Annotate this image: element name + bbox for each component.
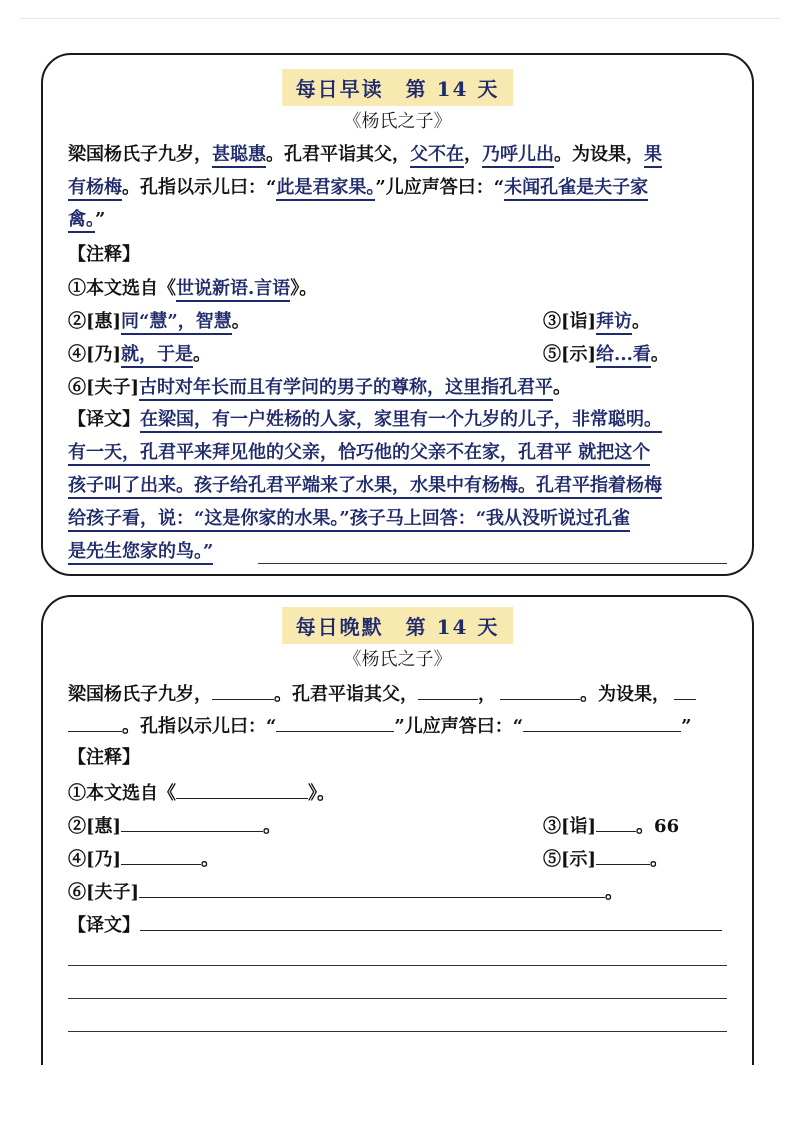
- note-text: 。66: [636, 816, 680, 837]
- morning-reading-card: [41, 53, 754, 576]
- text-segment: ”: [681, 716, 692, 737]
- note-text: ①本文选自《: [68, 783, 176, 804]
- fill-blank[interactable]: [176, 780, 308, 799]
- text-segment: ”儿应声答曰：“: [375, 177, 505, 198]
- answer-segment: 有杨梅: [68, 177, 122, 201]
- morning-translation-line-1: [68, 408, 727, 432]
- morning-trailing-rule: [258, 563, 727, 564]
- fill-blank[interactable]: [121, 846, 201, 865]
- morning-title-text: 每日早读: [295, 77, 384, 101]
- note-text: 。: [632, 311, 651, 332]
- evening-note-5: [543, 846, 668, 872]
- evening-note-1: [68, 780, 727, 806]
- text-segment: 。孔指以示儿曰：“: [122, 716, 277, 737]
- fill-blank[interactable]: [674, 681, 696, 700]
- note-answer: 世说新语.言语: [176, 278, 290, 302]
- note-answer: 同“慧”，智慧: [121, 311, 232, 335]
- morning-text-line-3: [68, 208, 727, 232]
- morning-note-5: [543, 343, 669, 367]
- evening-answer-line-3[interactable]: [68, 998, 727, 999]
- page-top-divider: [20, 18, 780, 19]
- note-answer: 给...看: [596, 344, 651, 368]
- answer-segment: 未闻孔雀是夫子家: [504, 177, 648, 201]
- note-text: ③[诣]: [543, 311, 597, 332]
- morning-translation-line-5: [68, 540, 727, 564]
- morning-translation-line-3: [68, 474, 727, 498]
- fill-blank[interactable]: [140, 912, 722, 931]
- answer-segment: 此是君家果。: [276, 177, 375, 201]
- note-text: 。: [201, 849, 220, 870]
- note-answer: 就，于是: [121, 344, 193, 368]
- note-text: ①本文选自《: [68, 278, 176, 299]
- note-text: 。: [263, 816, 282, 837]
- morning-note-row-2: [68, 310, 727, 334]
- morning-subtitle: 《杨氏之子》: [343, 111, 452, 132]
- answer-segment: 甚聪惠: [212, 144, 266, 168]
- morning-day-text: 第 14 天: [405, 77, 500, 101]
- evening-translation-line-1: [68, 912, 727, 938]
- translation-text: 是先生您家的鸟。”: [68, 541, 213, 565]
- evening-answer-line-4[interactable]: [68, 1031, 727, 1032]
- evening-note-row-3: [68, 846, 727, 872]
- fill-blank[interactable]: [596, 813, 636, 832]
- fill-blank[interactable]: [121, 813, 263, 832]
- evening-title-text: 每日晚默: [295, 615, 384, 639]
- fill-blank[interactable]: [596, 846, 650, 865]
- note-text: ③[诣]: [543, 816, 597, 837]
- morning-text-line-2: [68, 176, 727, 200]
- morning-title: [282, 69, 514, 106]
- note-text: ⑥[夫子]: [68, 377, 140, 398]
- translation-text: 在梁国，有一户姓杨的人家，家里有一个九岁的儿子，非常聪明。: [140, 409, 662, 433]
- note-text: 。: [553, 377, 572, 398]
- note-text: 。: [193, 344, 212, 365]
- note-text: ④[乃]: [68, 849, 122, 870]
- note-text: ②[惠]: [68, 816, 122, 837]
- note-text: 。: [650, 344, 669, 365]
- translation-text: 有一天，孔君平来拜见他的父亲，恰巧他的父亲不在家，孔君平 就把这个: [68, 442, 650, 466]
- morning-text-line-1: [68, 143, 727, 167]
- text-segment: ，: [464, 144, 482, 165]
- fill-blank[interactable]: [523, 713, 681, 732]
- text-segment: ，: [478, 684, 496, 705]
- evening-answer-line-2[interactable]: [68, 965, 727, 966]
- translation-text: 孩子叫了出来。孩子给孔君平端来了水果，水果中有杨梅。孔君平指着杨梅: [68, 475, 662, 499]
- evening-title: [282, 607, 514, 644]
- text-segment: 梁国杨氏子九岁，: [68, 684, 212, 705]
- text-segment: 。孔君平诣其父，: [274, 684, 418, 705]
- evening-day-text: 第 14 天: [405, 615, 500, 639]
- fill-blank[interactable]: [212, 681, 274, 700]
- note-answer: 拜访: [596, 311, 632, 335]
- note-text: ⑥[夫子]: [68, 882, 140, 903]
- evening-text-line-1: [68, 681, 727, 707]
- morning-translation-line-4: [68, 507, 727, 531]
- morning-note-row-3: [68, 343, 727, 367]
- fill-blank[interactable]: [68, 713, 122, 732]
- text-segment: 梁国杨氏子九岁，: [68, 144, 212, 165]
- evening-text-line-2: [68, 713, 727, 739]
- note-text: ⑤[示]: [543, 849, 597, 870]
- note-text: 。: [231, 311, 250, 332]
- morning-note-6: [68, 376, 727, 400]
- answer-segment: 果: [644, 144, 662, 168]
- note-text: 》。: [308, 783, 335, 804]
- morning-note-3: [543, 310, 650, 334]
- evening-note-6: [68, 879, 727, 905]
- translation-label: 【译文】: [68, 409, 140, 430]
- answer-segment: 乃呼儿出: [482, 144, 554, 168]
- fill-blank[interactable]: [139, 879, 605, 898]
- note-answer: 古时对年长而且有学问的男子的尊称，这里指孔君平: [139, 377, 553, 401]
- text-segment: 。为设果，: [580, 684, 670, 705]
- evening-notes-label: 【注释】: [68, 747, 140, 768]
- fill-blank[interactable]: [418, 681, 478, 700]
- morning-notes-label: 【注释】: [68, 244, 140, 265]
- note-text: ②[惠]: [68, 311, 122, 332]
- text-segment: 。孔君平诣其父，: [266, 144, 410, 165]
- answer-segment: 父不在: [410, 144, 464, 168]
- note-text: ⑤[示]: [543, 344, 597, 365]
- text-segment: ”儿应声答曰：“: [394, 716, 524, 737]
- fill-blank[interactable]: [276, 713, 394, 732]
- evening-subtitle: 《杨氏之子》: [343, 649, 452, 670]
- note-text: ④[乃]: [68, 344, 122, 365]
- text-segment: 。孔指以示儿曰：“: [122, 177, 277, 198]
- translation-text: 给孩子看，说：“这是你家的水果。”孩子马上回答：“我从没听说过孔雀: [68, 508, 630, 532]
- translation-label: 【译文】: [68, 915, 140, 936]
- note-text: 。: [605, 882, 624, 903]
- text-segment: ”: [95, 209, 106, 230]
- morning-note-1: [68, 277, 727, 301]
- evening-note-row-2: [68, 813, 727, 839]
- evening-dictation-card: [41, 595, 754, 1065]
- note-text: 》。: [290, 278, 318, 299]
- fill-blank[interactable]: [500, 681, 580, 700]
- answer-segment: 禽。: [68, 209, 95, 233]
- morning-translation-line-2: [68, 441, 727, 465]
- evening-note-3: [543, 813, 679, 839]
- text-segment: 。为设果，: [554, 144, 644, 165]
- note-text: 。: [650, 849, 669, 870]
